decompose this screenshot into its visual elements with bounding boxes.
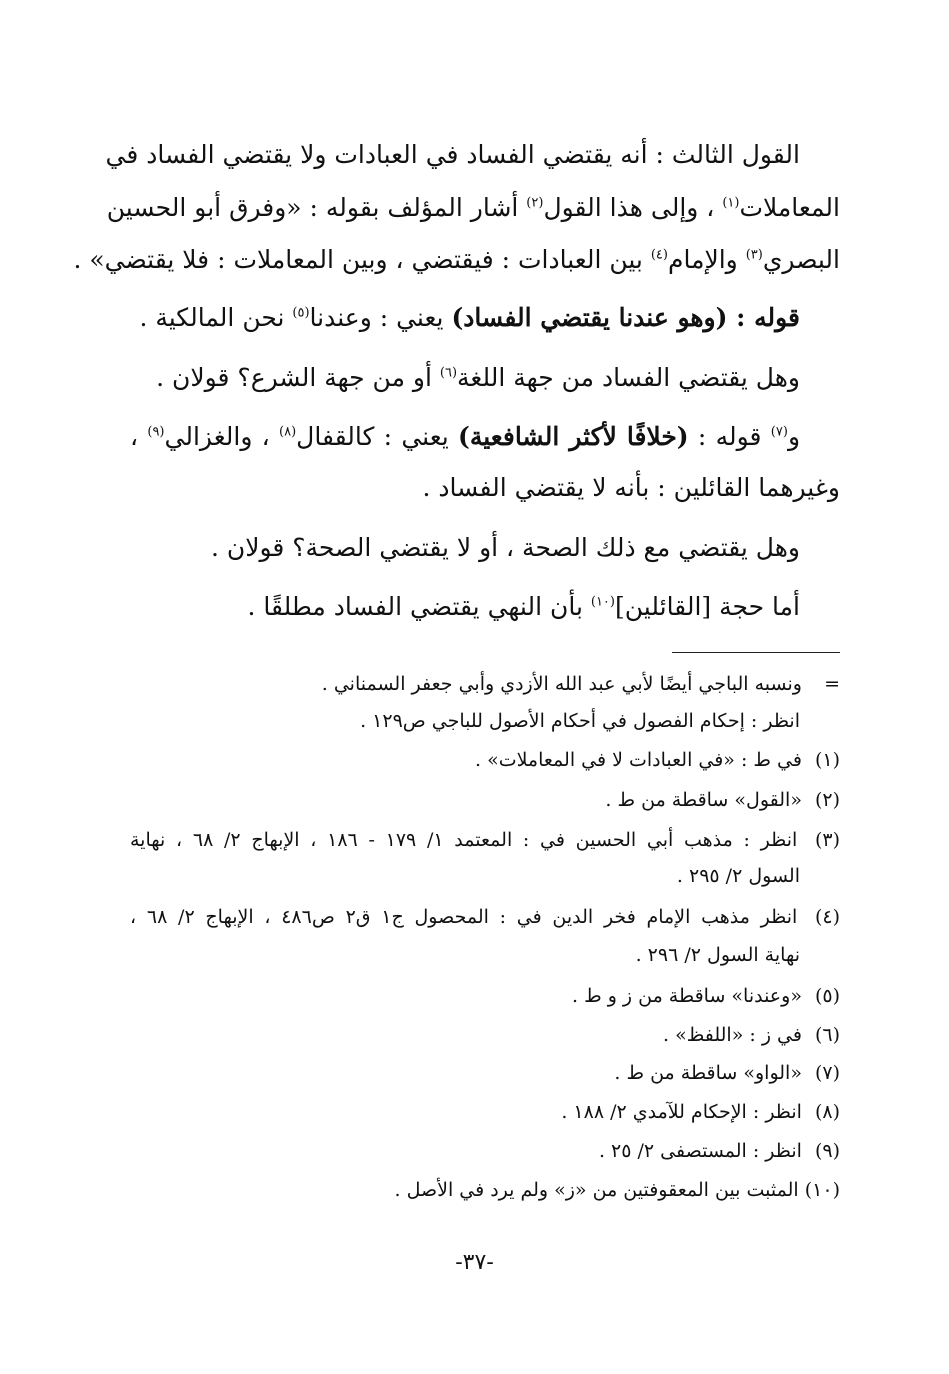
text-span: بأن النهي يقتضي الفساد مطلقًا .: [247, 592, 591, 621]
paragraph-argument-line: [130, 587, 840, 627]
footnote-number[interactable]: (٩): [814, 1140, 840, 1162]
footnote-number[interactable]: (٢): [814, 789, 840, 811]
text-span: وهل يقتضي مع ذلك الصحة ، أو لا يقتضي الصحة؟ قولان .: [210, 533, 800, 562]
footnote-ref[interactable]: (٥): [292, 305, 310, 321]
footnote-3-continuation: [130, 860, 840, 892]
footnote-number[interactable]: (١): [814, 749, 840, 771]
footnote-ref[interactable]: (٤): [650, 247, 668, 263]
footnote-7: [130, 1057, 840, 1089]
text-span: ، والغزالي: [164, 422, 280, 451]
text-span: يعني : وعندنا: [309, 303, 452, 332]
footnote-ref[interactable]: (٨): [279, 424, 297, 440]
footnote-5: [130, 980, 840, 1012]
footnote-10: [130, 1174, 840, 1206]
footnote-number[interactable]: (٦): [814, 1024, 840, 1046]
text-span: والإمام: [667, 245, 746, 274]
footnote-4-continuation: [130, 939, 840, 971]
footnote-text: «الواو» ساقطة من ط .: [614, 1062, 802, 1084]
footnote-3: [130, 824, 840, 856]
text-span: قوله :: [688, 422, 771, 451]
text-span: وهل يقتضي الفساد من جهة اللغة: [457, 363, 800, 392]
footnote-ref[interactable]: (٦): [439, 365, 458, 381]
paragraph-shafii-line-2: [130, 468, 840, 508]
text-span: البصري: [762, 245, 840, 274]
footnote-4: [130, 901, 840, 933]
footnote-text: انظر مذهب الإمام فخر الدين في : المحصول ج١ ق٢ ص٤٨٦ ، الإبهاج ٢/ ٦٨ ،: [130, 906, 798, 928]
footnote-text: نهاية السول ٢/ ٢٩٦ .: [635, 944, 800, 966]
paragraph-shafii-line-1: [130, 417, 840, 457]
footnote-ref[interactable]: (٩): [147, 424, 165, 440]
footnote-ref[interactable]: (٧): [770, 424, 788, 440]
footnote-text: «القول» ساقطة من ط .: [605, 789, 802, 811]
footnote-ref[interactable]: (٢): [526, 195, 544, 211]
footnote-number[interactable]: (٥): [814, 985, 840, 1007]
text-span: ، وإلى هذا القول: [543, 193, 723, 222]
footnote-6: [130, 1019, 840, 1051]
text-span: المعاملات: [739, 193, 840, 222]
text-span: قوله :: [727, 303, 800, 332]
text-span: يعني : كالقفال: [296, 422, 459, 451]
text-span: و: [787, 422, 801, 451]
paragraph-third-opinion-line-3: [73, 240, 840, 280]
footnote-continuation-line-2: [130, 705, 840, 737]
paragraph-third-opinion-line-2: [106, 188, 840, 228]
text-span: وغيرهما القائلين : بأنه لا يقتضي الفساد .: [422, 473, 840, 502]
paragraph-quote-line: [130, 298, 840, 338]
footnote-ref[interactable]: (١٠): [590, 594, 615, 610]
footnote-text: في ط : «في العبادات لا في المعاملات» .: [474, 749, 802, 771]
text-span: ،: [130, 422, 148, 451]
paragraph-third-opinion-line-1: [105, 135, 840, 175]
page-number: -٣٧-: [455, 1250, 494, 1275]
footnote-separator: [672, 652, 840, 653]
text-span: أما حجة [القائلين]: [615, 592, 800, 621]
text-span: بين العبادات : فيقتضي ، وبين المعاملات : فلا يقتضي» .: [73, 245, 651, 274]
footnote-number[interactable]: (٣): [814, 829, 841, 851]
footnote-1: [130, 744, 840, 776]
footnote-text: «وعندنا» ساقطة من ز و ط .: [572, 985, 802, 1007]
footnote-text: ونسبه الباجي أيضًا لأبي عبد الله الأزدي وأبي جعفر السمناني .: [321, 673, 802, 695]
footnote-text: انظر : مذهب أبي الحسين في : المعتمد ١/ ١٧٩ - ١٨٦ ، الإبهاج ٢/ ٦٨ ، نهاية: [130, 829, 798, 851]
footnote-8: [130, 1096, 840, 1128]
footnote-ref[interactable]: (٣): [745, 247, 763, 263]
quoted-text: (خلافًا لأكثر الشافعية): [458, 422, 689, 451]
footnote-continuation-line-1: [130, 668, 840, 700]
continuation-mark: =: [824, 673, 840, 695]
footnote-number[interactable]: (٨): [814, 1101, 840, 1123]
quoted-text: (وهو عندنا يقتضي الفساد): [451, 303, 728, 332]
footnote-number[interactable]: (١٠): [804, 1179, 840, 1201]
footnote-number[interactable]: (٧): [814, 1062, 840, 1084]
footnote-text: في ز : «اللفظ» .: [663, 1024, 802, 1046]
footnote-text: انظر : إحكام الفصول في أحكام الأصول للباجي ص١٢٩ .: [360, 710, 800, 732]
footnote-text: انظر : المستصفى ٢/ ٢٥ .: [598, 1140, 802, 1162]
footnotes: [130, 668, 840, 1228]
paragraph-validity-line: [130, 528, 840, 568]
text-span: نحن المالكية .: [139, 303, 293, 332]
text-span: أو من جهة الشرع؟ قولان .: [156, 363, 440, 392]
text-span: القول الثالث : أنه يقتضي الفساد في العبادات ولا يقتضي الفساد في: [105, 140, 800, 169]
footnote-text: انظر : الإحكام للآمدي ٢/ ١٨٨ .: [561, 1101, 802, 1123]
footnote-ref[interactable]: (١): [722, 195, 740, 211]
text-span: أشار المؤلف بقوله : «وفرق أبو الحسين: [106, 193, 527, 222]
footnote-9: [130, 1135, 840, 1167]
footnote-text: السول ٢/ ٢٩٥ .: [676, 865, 800, 887]
footnote-text: المثبت بين المعقوفتين من «ز» ولم يرد في الأصل .: [394, 1179, 799, 1201]
footnote-number[interactable]: (٤): [814, 906, 841, 928]
footnote-2: [130, 784, 840, 816]
paragraph-language-line: [130, 358, 840, 398]
main-text: [73, 135, 840, 635]
